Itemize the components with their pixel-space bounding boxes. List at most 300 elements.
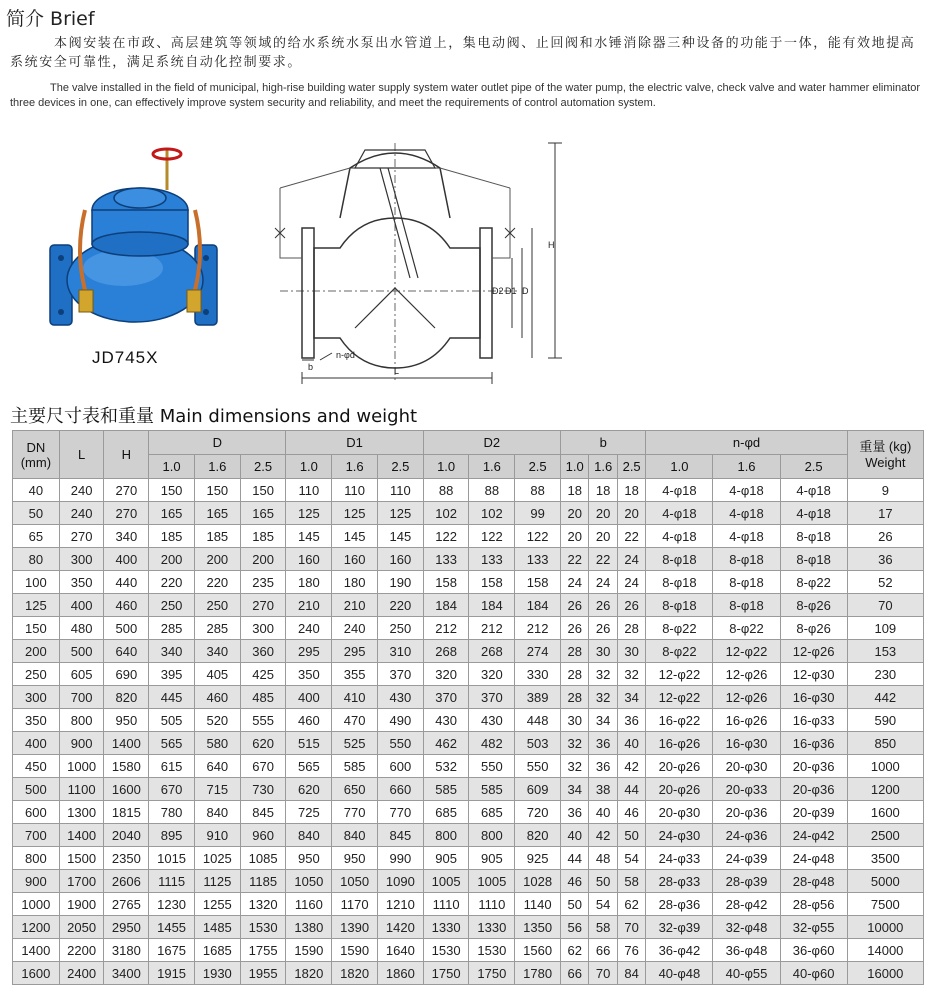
table-cell: 1050 — [332, 870, 378, 893]
table-cell: 160 — [332, 548, 378, 571]
table-cell: 20-φ36 — [780, 778, 847, 801]
table-cell: 3400 — [104, 962, 149, 985]
table-cell: 2500 — [847, 824, 923, 847]
table-cell: 460 — [104, 594, 149, 617]
table-cell: 24-φ30 — [646, 824, 713, 847]
table-cell: 400 — [13, 732, 60, 755]
table-cell: 12-φ26 — [713, 686, 780, 709]
table-cell: 1255 — [194, 893, 240, 916]
table-cell: 2350 — [104, 847, 149, 870]
table-cell: 145 — [377, 525, 423, 548]
table-cell: 24 — [617, 571, 645, 594]
table-cell: 700 — [13, 824, 60, 847]
table-cell: 430 — [469, 709, 515, 732]
header-nd-pressure: 1.6 — [713, 455, 780, 479]
table-cell: 780 — [149, 801, 195, 824]
table-cell: 1210 — [377, 893, 423, 916]
header-l: L — [59, 431, 104, 479]
table-cell: 38 — [589, 778, 617, 801]
table-cell: 4-φ18 — [780, 479, 847, 502]
table-cell: 20-φ36 — [780, 755, 847, 778]
table-cell: 1200 — [13, 916, 60, 939]
table-cell: 88 — [515, 479, 561, 502]
table-cell: 20-φ36 — [713, 801, 780, 824]
table-cell: 4-φ18 — [713, 525, 780, 548]
table-cell: 2400 — [59, 962, 104, 985]
table-cell: 8-φ22 — [713, 617, 780, 640]
table-cell: 32 — [589, 686, 617, 709]
table-cell: 1115 — [149, 870, 195, 893]
table-cell: 580 — [194, 732, 240, 755]
table-cell: 274 — [515, 640, 561, 663]
table-cell: 685 — [469, 801, 515, 824]
table-cell: 550 — [377, 732, 423, 755]
table-cell: 820 — [515, 824, 561, 847]
table-cell: 1000 — [847, 755, 923, 778]
table-cell: 133 — [515, 548, 561, 571]
table-cell: 40 — [617, 732, 645, 755]
table-cell: 58 — [589, 916, 617, 939]
table-cell: 7500 — [847, 893, 923, 916]
table-cell: 505 — [149, 709, 195, 732]
brief-text-en: The valve installed in the field of municipal, high-rise building water supply system water outlet pipe of the water pump, the electric valve, check valve and water hammer eliminator three devices in one, can effectively improve system security and reliability, and meet the requirements of control automation system. — [10, 82, 921, 109]
table-cell: 990 — [377, 847, 423, 870]
table-cell: 950 — [332, 847, 378, 870]
table-cell: 16-φ36 — [780, 732, 847, 755]
table-cell: 24-φ42 — [780, 824, 847, 847]
table-cell: 42 — [617, 755, 645, 778]
table-cell: 1400 — [13, 939, 60, 962]
table-cell: 725 — [286, 801, 332, 824]
table-cell: 1815 — [104, 801, 149, 824]
table-cell: 1140 — [515, 893, 561, 916]
table-cell: 400 — [59, 594, 104, 617]
table-cell: 720 — [515, 801, 561, 824]
table-cell: 40 — [13, 479, 60, 502]
brief-text-cn: 本阀安装在市政、高层建筑等领域的给水系统水泵出水管道上，集电动阀、止回阀和水锤消除器三种设备的功能于一体，能有效地提高系统安全可靠性，满足系统自动化控制要求。 — [10, 36, 916, 70]
table-cell: 24-φ33 — [646, 847, 713, 870]
table-cell: 20 — [617, 502, 645, 525]
table-cell: 28-φ42 — [713, 893, 780, 916]
table-cell: 50 — [589, 870, 617, 893]
table-cell: 1590 — [332, 939, 378, 962]
table-cell: 1675 — [149, 939, 195, 962]
table-cell: 1530 — [423, 939, 469, 962]
table-cell: 360 — [240, 640, 286, 663]
table-cell: 8-φ22 — [646, 640, 713, 663]
table-cell: 36 — [560, 801, 588, 824]
table-cell: 20-φ33 — [713, 778, 780, 801]
table-cell: 8-φ18 — [713, 571, 780, 594]
table-cell: 295 — [332, 640, 378, 663]
table-cell: 40-φ48 — [646, 962, 713, 985]
table-cell: 32-φ55 — [780, 916, 847, 939]
table-cell: 600 — [13, 801, 60, 824]
table-cell: 565 — [149, 732, 195, 755]
drawing-label-b: b — [308, 362, 314, 372]
header-d: D — [149, 431, 286, 455]
table-cell: 122 — [423, 525, 469, 548]
table-cell: 12-φ26 — [713, 663, 780, 686]
table-cell: 26 — [847, 525, 923, 548]
header-d2: D2 — [423, 431, 560, 455]
table-cell: 36-φ60 — [780, 939, 847, 962]
table-cell: 1005 — [423, 870, 469, 893]
table-cell: 1530 — [240, 916, 286, 939]
table-cell: 184 — [469, 594, 515, 617]
valve-product-photo — [45, 140, 225, 340]
table-cell: 16-φ30 — [713, 732, 780, 755]
table-cell: 158 — [515, 571, 561, 594]
header-d2-pressure: 1.6 — [469, 455, 515, 479]
table-cell: 16000 — [847, 962, 923, 985]
table-cell: 525 — [332, 732, 378, 755]
table-cell: 180 — [286, 571, 332, 594]
table-cell: 300 — [240, 617, 286, 640]
table-cell: 285 — [149, 617, 195, 640]
table-cell: 482 — [469, 732, 515, 755]
table-cell: 8-φ18 — [646, 571, 713, 594]
table-cell: 660 — [377, 778, 423, 801]
table-cell: 770 — [377, 801, 423, 824]
table-cell: 24-φ48 — [780, 847, 847, 870]
table-cell: 448 — [515, 709, 561, 732]
table-row — [13, 479, 924, 502]
table-cell: 405 — [194, 663, 240, 686]
table-cell: 270 — [104, 479, 149, 502]
table-cell: 18 — [560, 479, 588, 502]
table-cell: 1015 — [149, 847, 195, 870]
table-cell: 550 — [515, 755, 561, 778]
table-cell: 28 — [560, 663, 588, 686]
table-cell: 8-φ18 — [780, 548, 847, 571]
table-cell: 600 — [377, 755, 423, 778]
table-cell: 845 — [240, 801, 286, 824]
table-cell: 425 — [240, 663, 286, 686]
table-cell: 270 — [104, 502, 149, 525]
dimensions-table — [12, 430, 924, 985]
table-cell: 28-φ48 — [780, 870, 847, 893]
table-cell: 12-φ22 — [713, 640, 780, 663]
table-cell: 590 — [847, 709, 923, 732]
table-cell: 16-φ26 — [713, 709, 780, 732]
table-cell: 840 — [286, 824, 332, 847]
table-cell: 2050 — [59, 916, 104, 939]
table-cell: 400 — [286, 686, 332, 709]
table-cell: 440 — [104, 571, 149, 594]
table-cell: 36 — [617, 709, 645, 732]
table-cell: 24 — [589, 571, 617, 594]
table-row — [13, 663, 924, 686]
table-cell: 8-φ18 — [713, 548, 780, 571]
table-cell: 462 — [423, 732, 469, 755]
table-cell: 50 — [617, 824, 645, 847]
table-cell: 99 — [515, 502, 561, 525]
table-cell: 240 — [286, 617, 332, 640]
table-row — [13, 617, 924, 640]
table-cell: 220 — [194, 571, 240, 594]
header-d1: D1 — [286, 431, 423, 455]
table-cell: 184 — [423, 594, 469, 617]
table-cell: 20 — [560, 502, 588, 525]
table-row — [13, 801, 924, 824]
table-cell: 1600 — [104, 778, 149, 801]
drawing-label-h: H — [548, 240, 555, 250]
table-cell: 4-φ18 — [646, 479, 713, 502]
table-cell: 8-φ26 — [780, 617, 847, 640]
table-cell: 240 — [59, 502, 104, 525]
table-cell: 150 — [149, 479, 195, 502]
table-row — [13, 916, 924, 939]
table-cell: 430 — [423, 709, 469, 732]
valve-technical-drawing — [270, 128, 575, 390]
table-cell: 240 — [332, 617, 378, 640]
table-cell: 1110 — [423, 893, 469, 916]
table-cell: 158 — [423, 571, 469, 594]
table-cell: 32-φ48 — [713, 916, 780, 939]
table-cell: 1160 — [286, 893, 332, 916]
table-cell: 34 — [617, 686, 645, 709]
table-cell: 44 — [617, 778, 645, 801]
table-row — [13, 824, 924, 847]
header-d1-pressure: 1.6 — [332, 455, 378, 479]
table-cell: 40 — [589, 801, 617, 824]
table-cell: 1590 — [286, 939, 332, 962]
table-cell: 66 — [589, 939, 617, 962]
table-cell: 2765 — [104, 893, 149, 916]
table-cell: 40 — [560, 824, 588, 847]
header-nd-pressure: 2.5 — [780, 455, 847, 479]
table-cell: 1530 — [469, 939, 515, 962]
table-cell: 125 — [286, 502, 332, 525]
table-cell: 925 — [515, 847, 561, 870]
table-cell: 320 — [469, 663, 515, 686]
table-cell: 640 — [104, 640, 149, 663]
table-cell: 200 — [240, 548, 286, 571]
table-cell: 24 — [617, 548, 645, 571]
table-cell: 122 — [515, 525, 561, 548]
table-cell: 42 — [589, 824, 617, 847]
table-cell: 1820 — [332, 962, 378, 985]
table-cell: 285 — [194, 617, 240, 640]
table-cell: 2606 — [104, 870, 149, 893]
table-cell: 62 — [617, 893, 645, 916]
table-cell: 46 — [560, 870, 588, 893]
table-cell: 1750 — [423, 962, 469, 985]
table-cell: 1200 — [847, 778, 923, 801]
table-row — [13, 893, 924, 916]
product-model-label: JD745X — [92, 348, 159, 367]
header-d1-pressure: 2.5 — [377, 455, 423, 479]
table-cell: 32 — [617, 663, 645, 686]
header-b: b — [560, 431, 645, 455]
table-cell: 88 — [469, 479, 515, 502]
table-cell: 54 — [617, 847, 645, 870]
table-cell: 48 — [589, 847, 617, 870]
header-d1-pressure: 1.0 — [286, 455, 332, 479]
table-cell: 190 — [377, 571, 423, 594]
table-cell: 145 — [332, 525, 378, 548]
table-cell: 20 — [560, 525, 588, 548]
table-cell: 950 — [286, 847, 332, 870]
table-cell: 250 — [377, 617, 423, 640]
table-cell: 670 — [149, 778, 195, 801]
table-cell: 150 — [240, 479, 286, 502]
table-row — [13, 571, 924, 594]
table-cell: 485 — [240, 686, 286, 709]
table-cell: 340 — [194, 640, 240, 663]
table-cell: 26 — [560, 617, 588, 640]
table-cell: 905 — [469, 847, 515, 870]
header-d2-pressure: 2.5 — [515, 455, 561, 479]
table-cell: 200 — [194, 548, 240, 571]
table-cell: 32 — [560, 732, 588, 755]
table-cell: 960 — [240, 824, 286, 847]
table-cell: 28-φ39 — [713, 870, 780, 893]
table-cell: 36-φ48 — [713, 939, 780, 962]
table-cell: 395 — [149, 663, 195, 686]
table-cell: 1930 — [194, 962, 240, 985]
table-cell: 800 — [59, 709, 104, 732]
table-cell: 1600 — [847, 801, 923, 824]
table-cell: 1320 — [240, 893, 286, 916]
table-row — [13, 962, 924, 985]
table-cell: 350 — [286, 663, 332, 686]
header-d-pressure: 1.0 — [149, 455, 195, 479]
table-cell: 250 — [194, 594, 240, 617]
table-row — [13, 525, 924, 548]
table-cell: 1380 — [286, 916, 332, 939]
table-row — [13, 640, 924, 663]
table-cell: 1110 — [469, 893, 515, 916]
table-cell: 340 — [149, 640, 195, 663]
table-cell: 445 — [149, 686, 195, 709]
table-cell: 165 — [194, 502, 240, 525]
table-cell: 17 — [847, 502, 923, 525]
table-cell: 520 — [194, 709, 240, 732]
table-cell: 26 — [589, 617, 617, 640]
table-cell: 1400 — [104, 732, 149, 755]
table-cell: 4-φ18 — [646, 502, 713, 525]
table-cell: 450 — [13, 755, 60, 778]
table-cell: 212 — [469, 617, 515, 640]
table-cell: 1915 — [149, 962, 195, 985]
table-cell: 240 — [59, 479, 104, 502]
table-cell: 18 — [617, 479, 645, 502]
table-cell: 160 — [286, 548, 332, 571]
table-cell: 122 — [469, 525, 515, 548]
table-cell: 12-φ22 — [646, 686, 713, 709]
table-cell: 700 — [59, 686, 104, 709]
table-cell: 1185 — [240, 870, 286, 893]
table-cell: 1350 — [515, 916, 561, 939]
table-cell: 125 — [377, 502, 423, 525]
table-cell: 34 — [560, 778, 588, 801]
table-cell: 1420 — [377, 916, 423, 939]
table-cell: 50 — [13, 502, 60, 525]
table-cell: 480 — [59, 617, 104, 640]
table-cell: 1090 — [377, 870, 423, 893]
table-row — [13, 686, 924, 709]
table-cell: 515 — [286, 732, 332, 755]
table-cell: 30 — [560, 709, 588, 732]
table-cell: 8-φ22 — [780, 571, 847, 594]
table-cell: 270 — [59, 525, 104, 548]
table-cell: 270 — [240, 594, 286, 617]
table-cell: 22 — [589, 548, 617, 571]
table-cell: 1860 — [377, 962, 423, 985]
table-cell: 1028 — [515, 870, 561, 893]
table-cell: 1485 — [194, 916, 240, 939]
table-row — [13, 709, 924, 732]
drawing-label-d2: D2 — [492, 286, 504, 296]
table-cell: 109 — [847, 617, 923, 640]
table-cell: 300 — [59, 548, 104, 571]
table-cell: 1125 — [194, 870, 240, 893]
table-cell: 14000 — [847, 939, 923, 962]
table-cell: 40-φ60 — [780, 962, 847, 985]
table-cell: 210 — [286, 594, 332, 617]
table-cell: 185 — [240, 525, 286, 548]
table-cell: 500 — [104, 617, 149, 640]
table-cell: 26 — [560, 594, 588, 617]
header-nd-pressure: 1.0 — [646, 455, 713, 479]
table-cell: 36 — [589, 755, 617, 778]
table-cell: 184 — [515, 594, 561, 617]
table-cell: 150 — [13, 617, 60, 640]
table-cell: 442 — [847, 686, 923, 709]
table-cell: 8-φ18 — [646, 594, 713, 617]
table-cell: 10000 — [847, 916, 923, 939]
table-cell: 370 — [377, 663, 423, 686]
table-cell: 268 — [469, 640, 515, 663]
table-cell: 28 — [617, 617, 645, 640]
table-cell: 532 — [423, 755, 469, 778]
table-cell: 65 — [13, 525, 60, 548]
table-cell: 24-φ36 — [713, 824, 780, 847]
header-d2-pressure: 1.0 — [423, 455, 469, 479]
table-cell: 1560 — [515, 939, 561, 962]
table-cell: 212 — [515, 617, 561, 640]
table-cell: 52 — [847, 571, 923, 594]
table-cell: 1330 — [423, 916, 469, 939]
table-cell: 125 — [13, 594, 60, 617]
table-cell: 905 — [423, 847, 469, 870]
table-cell: 70 — [617, 916, 645, 939]
header-h: H — [104, 431, 149, 479]
table-cell: 609 — [515, 778, 561, 801]
table-cell: 605 — [59, 663, 104, 686]
table-cell: 1500 — [59, 847, 104, 870]
table-cell: 840 — [332, 824, 378, 847]
table-cell: 160 — [377, 548, 423, 571]
table-cell: 28-φ33 — [646, 870, 713, 893]
table-row — [13, 939, 924, 962]
table-cell: 845 — [377, 824, 423, 847]
header-weight: 重量 (kg) Weight — [847, 431, 923, 479]
table-cell: 900 — [59, 732, 104, 755]
table-cell: 585 — [469, 778, 515, 801]
table-cell: 110 — [286, 479, 332, 502]
table-cell: 1780 — [515, 962, 561, 985]
table-cell: 20-φ26 — [646, 778, 713, 801]
table-cell: 32 — [560, 755, 588, 778]
header-d-pressure: 2.5 — [240, 455, 286, 479]
table-cell: 165 — [240, 502, 286, 525]
table-cell: 715 — [194, 778, 240, 801]
table-row — [13, 870, 924, 893]
table-cell: 20-φ26 — [646, 755, 713, 778]
